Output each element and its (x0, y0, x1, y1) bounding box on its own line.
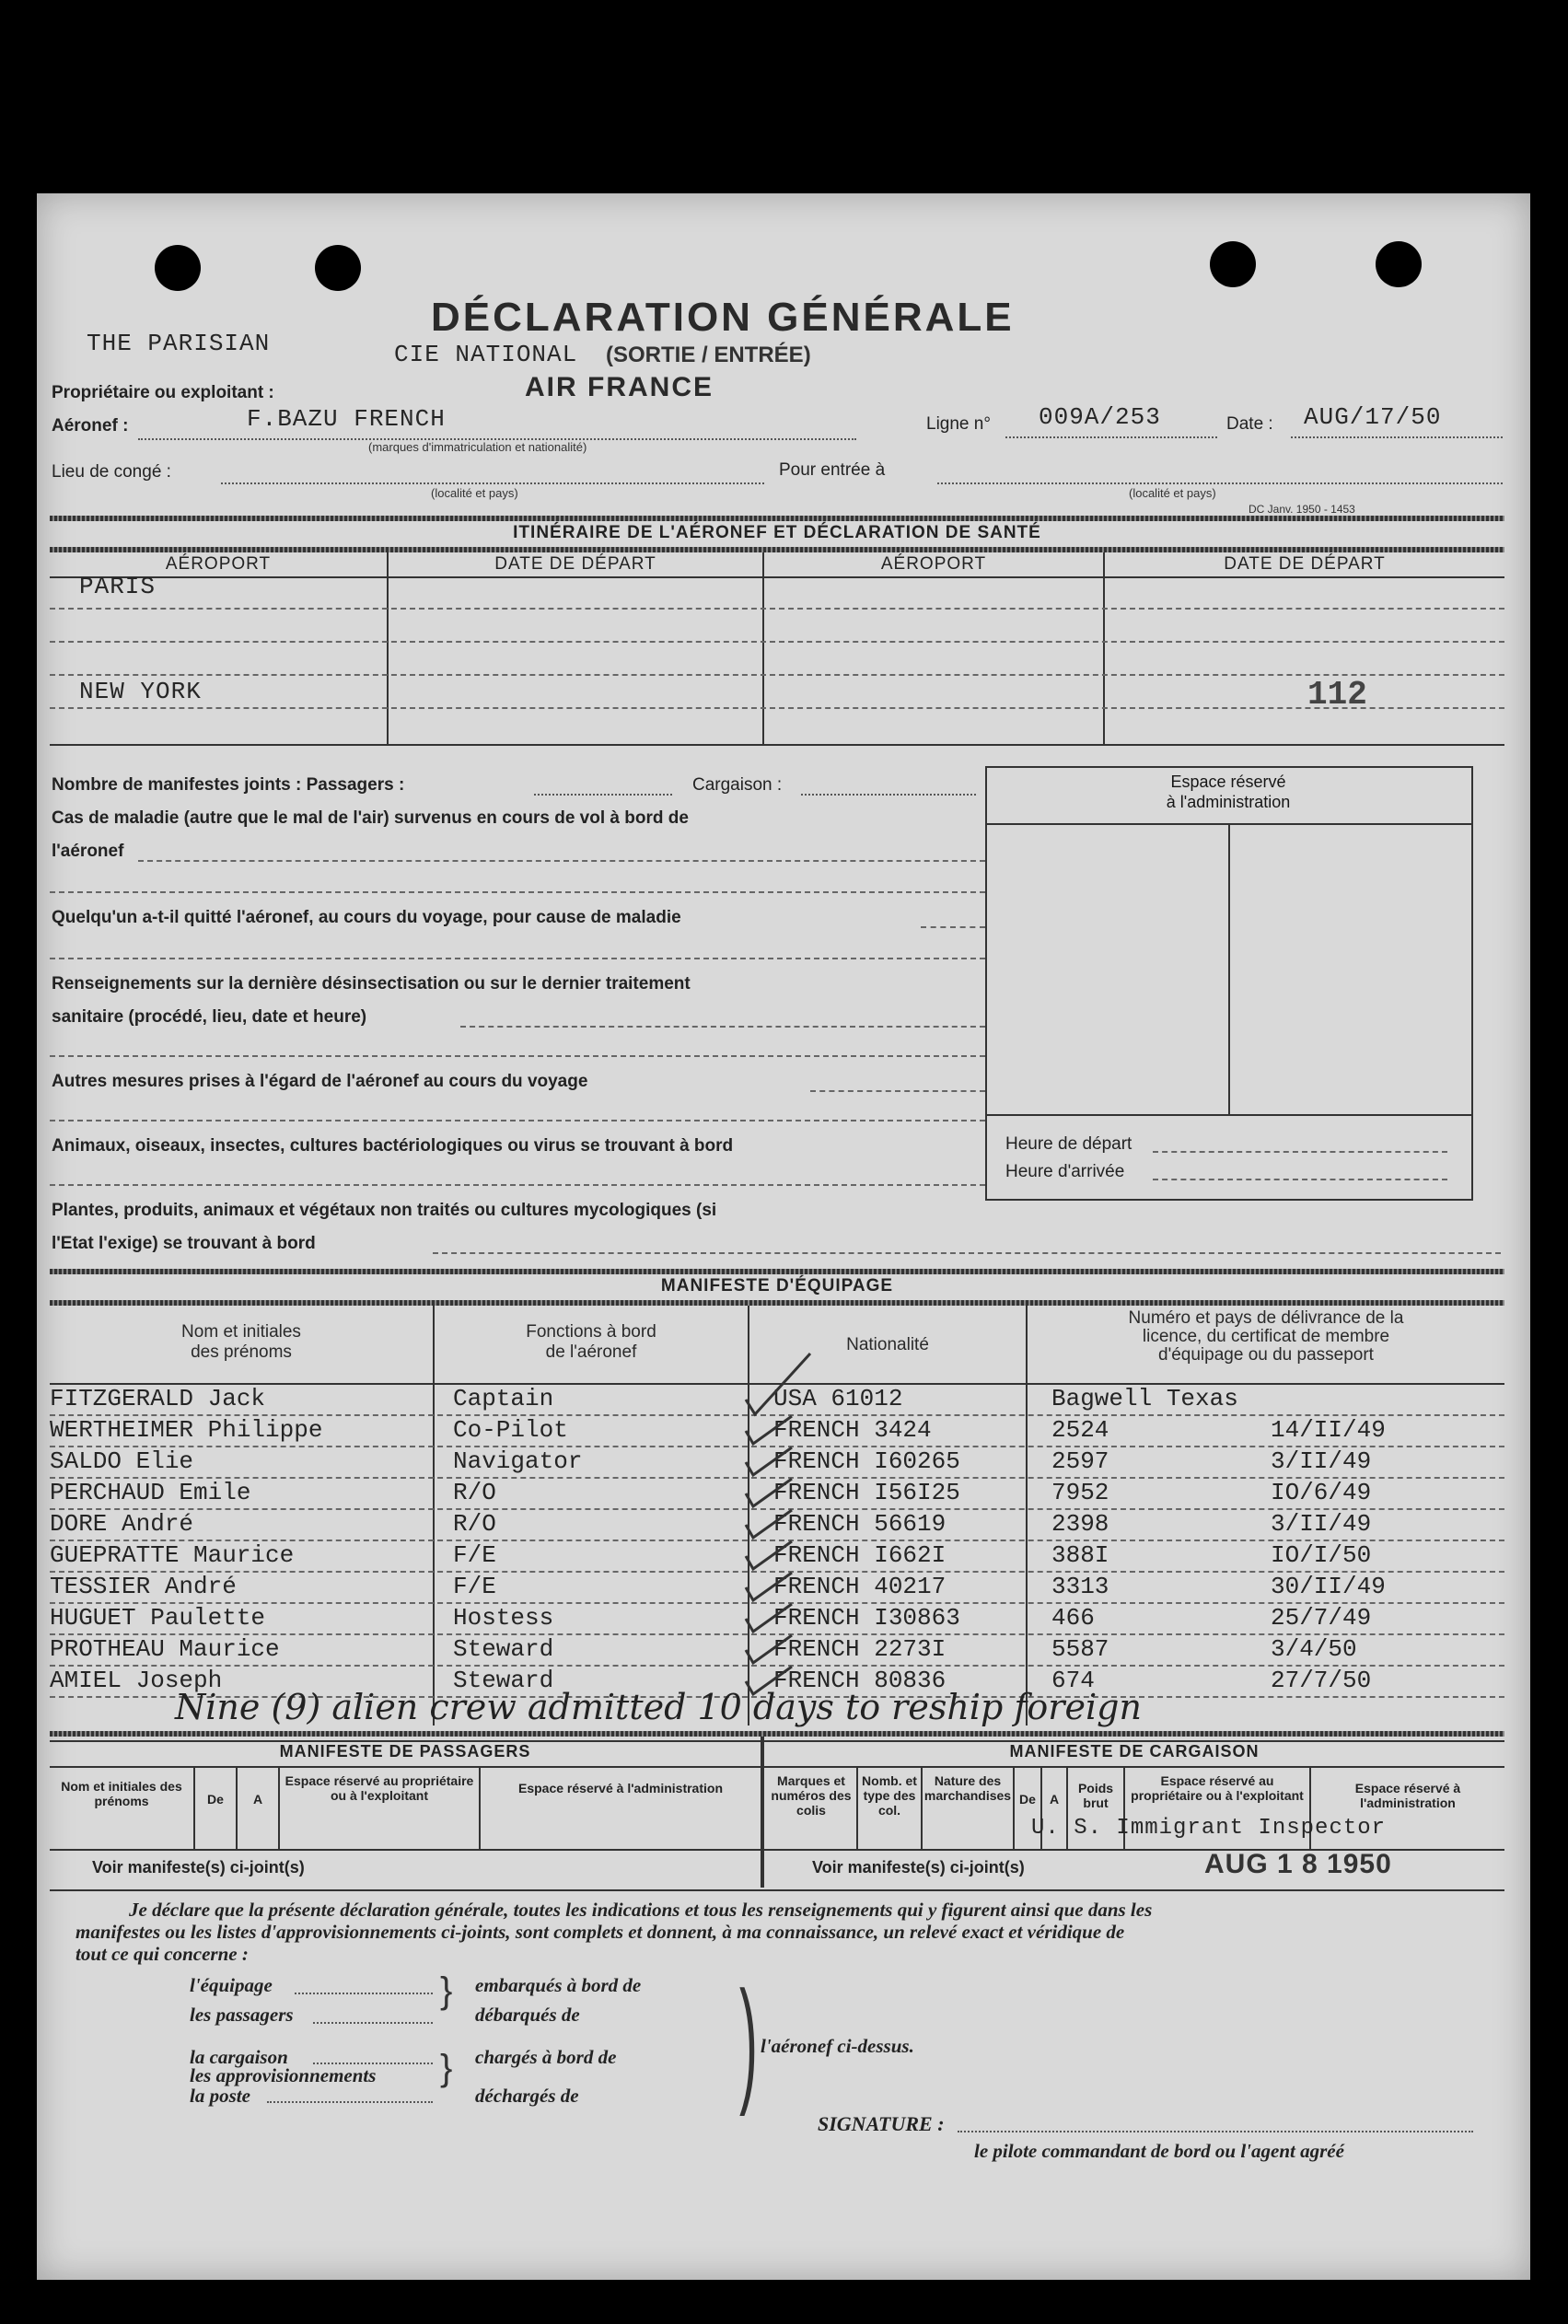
plantes-label: Plantes, produits, animaux et végétaux non traités ou cultures mycologiques (si (52, 1201, 717, 1220)
aeronef-caption: (marques d'immatriculation et nationalité) (368, 440, 587, 454)
crew-row: SALDO Elie Navigator FRENCH I60265 2597 3/II/49 (50, 1447, 1372, 1475)
stamp-number: 112 (1307, 676, 1367, 714)
brace-icon: } (440, 1970, 453, 2011)
decl-equipage: l'équipage (190, 1974, 273, 1996)
cargo-heading: MANIFESTE DE CARGAISON (1009, 1742, 1260, 1760)
cargo-col-de: De (1019, 1792, 1036, 1807)
punch-hole (1376, 241, 1422, 287)
crew-row: WERTHEIMER Philippe Co-Pilot FRENCH 3424 2524 14/II/49 (50, 1416, 1386, 1444)
crew-row: PERCHAUD Emile R/O FRENCH I56I25 7952 IO/6/49 (50, 1479, 1372, 1506)
pass-col-de: De (207, 1792, 224, 1807)
pass-col-name: Nom et initiales des prénoms (61, 1779, 182, 1808)
form-sheet (37, 193, 1530, 2280)
cargo-col-a: A (1049, 1792, 1060, 1807)
animaux-label: Animaux, oiseaux, insectes, cultures bactériologiques ou virus se trouvant à bord (52, 1136, 734, 1156)
cargo-voir-label: Voir manifeste(s) ci-joint(s) (812, 1858, 1025, 1877)
punch-hole (1210, 241, 1256, 287)
desinsect-label: Renseignements sur la dernière désinsectisation ou sur le dernier traitement (52, 974, 691, 994)
date-label: Date : (1226, 414, 1273, 434)
decl-decharges: déchargés de (475, 2085, 579, 2107)
immigration-stamp: U. S. Immigrant Inspector (1031, 1816, 1387, 1841)
cargo-col-poids: Poids brut (1077, 1781, 1114, 1810)
declaration-text: manifestes ou les listes d'approvisionnements ci-joints, sont complets et donnent, à ma connaissance, un relevé exact et véridique de (75, 1921, 1125, 1943)
declaration-text: Je déclare que la présente déclaration générale, toutes les indications et tous les renseignements qui y figurent ainsi que dans les (129, 1899, 1153, 1921)
manifestes-label: Nombre de manifestes joints : Passagers : (52, 775, 405, 795)
check-marks-icon (737, 1335, 819, 1722)
cargo-col-admin: Espace réservé à l'administration (1354, 1781, 1461, 1810)
proprietaire-label: Propriétaire ou exploitant : (52, 383, 274, 402)
desinsect-label-2: sanitaire (procédé, lieu, date et heure) (52, 1007, 367, 1027)
crew-row: HUGUET Paulette Hostess FRENCH I30863 466 25/7/49 (50, 1604, 1372, 1632)
autres-label: Autres mesures prises à l'égard de l'aéronef au cours du voyage (52, 1072, 588, 1091)
brace-icon: } (440, 2048, 453, 2088)
decl-passagers: les passagers (190, 2004, 294, 2026)
pass-col-admin: Espace réservé à l'administration (518, 1781, 723, 1795)
quitte-label: Quelqu'un a-t-il quitté l'aéronef, au cours du voyage, pour cause de maladie (52, 908, 681, 927)
cargo-col-marques: Marques et numéros des colis (771, 1773, 852, 1818)
brace-icon: ) (738, 1962, 758, 2117)
crew-row: GUEPRATTE Maurice F/E FRENCH I662I 388I IO/I/50 (50, 1541, 1372, 1569)
pilote-caption: le pilote commandant de bord ou l'agent agréé (974, 2140, 1344, 2162)
passenger-heading: MANIFESTE DE PASSAGERS (279, 1742, 531, 1760)
punch-hole (315, 245, 361, 291)
crew-row: DORE André R/O FRENCH 56619 2398 3/II/49 (50, 1510, 1372, 1538)
decl-debarques: débarqués de (475, 2004, 580, 2026)
airline-name: THE PARISIAN (87, 330, 271, 357)
decl-approvisionnements: les approvisionnements (190, 2064, 377, 2086)
form-title: DÉCLARATION GÉNÉRALE (431, 295, 1015, 340)
plantes-label-2: l'Etat l'exige) se trouvant à bord (52, 1234, 316, 1253)
crew-col-nationality: Nationalité (846, 1335, 929, 1354)
crew-row: TESSIER André F/E FRENCH 40217 3313 30/II/49 (50, 1573, 1386, 1600)
crew-col-function: Fonctions à bord de l'aéronef (526, 1322, 656, 1362)
decl-charges: chargés à bord de (475, 2046, 617, 2068)
decl-cargaison: la cargaison (190, 2046, 288, 2068)
punch-hole (155, 245, 201, 291)
cargo-col-nomb: Nomb. et type des col. (862, 1773, 917, 1818)
cargo-col-nature: Nature des marchandises (923, 1773, 1012, 1803)
decl-aeronef: l'aéronef ci-dessus. (761, 2035, 914, 2057)
itinerary-airport: PARIS (79, 573, 157, 600)
decl-embarques: embarqués à bord de (475, 1974, 642, 1996)
crew-col-license: Numéro et pays de délivrance de la licence, du certificat de membre d'équipage ou du passeport (1128, 1308, 1404, 1365)
crew-row: AMIEL Joseph Steward FRENCH 80836 674 27/7/50 (50, 1667, 1372, 1694)
itinerary-col-airport: AÉROPORT (165, 554, 272, 574)
crew-col-name: Nom et initiales des prénoms (181, 1322, 301, 1362)
aeronef-label: Aéronef : (52, 416, 129, 436)
itinerary-heading: ITINÉRAIRE DE L'AÉRONEF ET DÉCLARATION DE SANTÉ (513, 523, 1041, 542)
date-value: AUG/17/50 (1304, 403, 1442, 431)
entree-caption: (localité et pays) (1129, 486, 1216, 500)
itinerary-col-date: DATE DE DÉPART (1224, 554, 1386, 574)
ligne-value: 009A/253 (1039, 403, 1161, 431)
entree-label: Pour entrée à (779, 460, 886, 480)
pass-col-exploitant: Espace réservé au propriétaire ou à l'exploitant (285, 1773, 474, 1803)
maladie-label: Cas de maladie (autre que le mal de l'air) survenus en cours de vol à bord de (52, 808, 689, 828)
signature-label: SIGNATURE : (818, 2112, 945, 2135)
declaration-text: tout ce qui concerne : (75, 1943, 249, 1965)
heure-depart-label: Heure de départ (1005, 1134, 1132, 1154)
crew-row: FITZGERALD Jack Captain USA 61012 Bagwell Texas (50, 1385, 1238, 1412)
maladie-label-2: l'aéronef (52, 842, 124, 861)
itinerary-airport: NEW YORK (79, 678, 202, 705)
stamp-date: AUG 1 8 1950 (1204, 1849, 1392, 1879)
lieu-label: Lieu de congé : (52, 462, 171, 482)
company-typed: CIE NATIONAL (394, 341, 578, 368)
ligne-label: Ligne n° (926, 414, 991, 434)
crew-heading: MANIFESTE D'ÉQUIPAGE (660, 1276, 894, 1296)
pass-col-a: A (252, 1792, 263, 1807)
admin-box-title: Espace réservé à l'administration (1166, 773, 1291, 811)
cargo-col-exploitant: Espace réservé au propriétaire ou à l'exploitant (1131, 1773, 1304, 1803)
itinerary-col-date: DATE DE DÉPART (494, 554, 656, 574)
aeronef-value: F.BAZU FRENCH (247, 405, 446, 433)
crew-row: PROTHEAU Maurice Steward FRENCH 2273I 5587 3/4/50 (50, 1635, 1357, 1663)
cargaison-label: Cargaison : (692, 775, 783, 795)
heure-arrivee-label: Heure d'arrivée (1005, 1162, 1125, 1181)
lieu-caption: (localité et pays) (431, 486, 518, 500)
itinerary-col-airport: AÉROPORT (880, 554, 987, 574)
company-name: AIR FRANCE (525, 372, 714, 402)
pass-voir-label: Voir manifeste(s) ci-joint(s) (92, 1858, 305, 1877)
decl-poste: la poste (190, 2085, 250, 2107)
sortie-entree: (SORTIE / ENTRÉE) (606, 343, 811, 367)
form-reference: DC Janv. 1950 - 1453 (1249, 503, 1355, 516)
handwritten-note: Nine (9) alien crew admitted 10 days to reship foreign (175, 1687, 1142, 1727)
